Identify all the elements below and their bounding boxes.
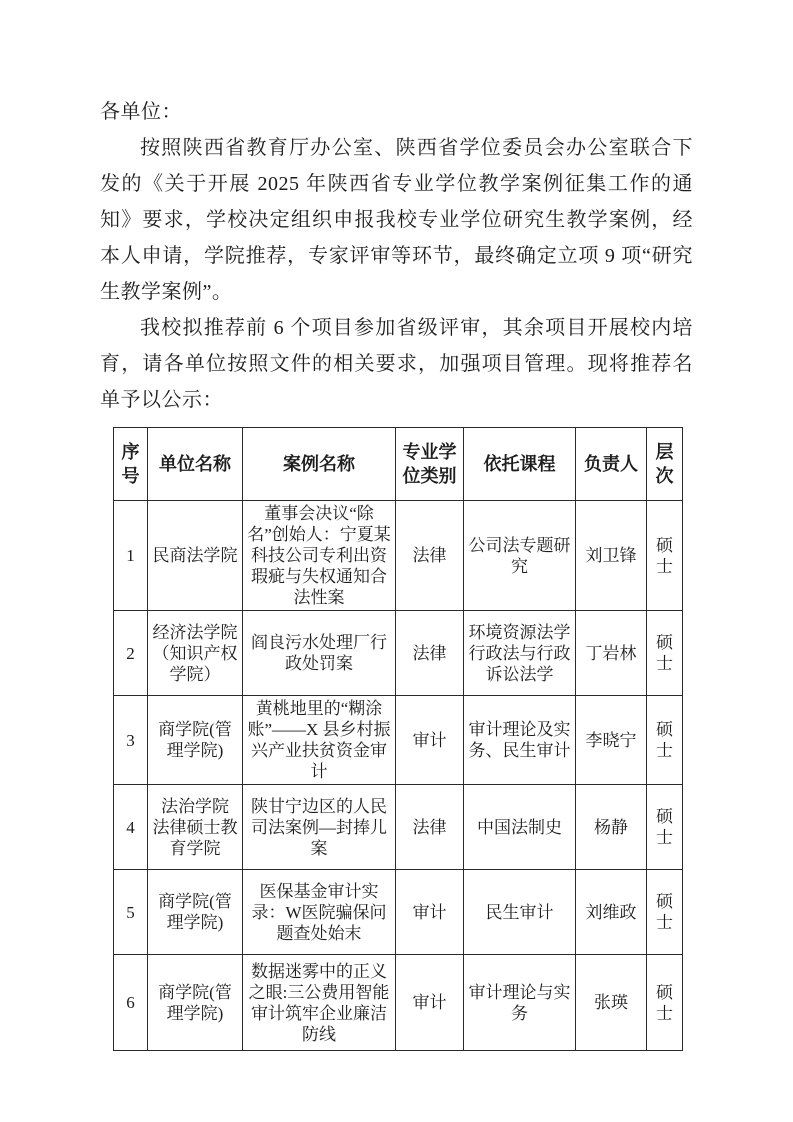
table-row bbox=[114, 501, 683, 611]
cell-case-name: 黄桃地里的“糊涂账”——X 县乡村振兴产业扶贫资金审计 bbox=[243, 696, 396, 785]
cell-leader: 刘卫锋 bbox=[576, 501, 647, 611]
cell-leader: 李晓宁 bbox=[576, 696, 647, 785]
cell-degree-category: 审计 bbox=[396, 955, 464, 1051]
cell-index: 4 bbox=[114, 785, 148, 870]
salutation: 各单位： bbox=[100, 101, 182, 123]
document-content bbox=[100, 94, 693, 1051]
cell-index: 5 bbox=[114, 870, 148, 955]
cell-index: 6 bbox=[114, 955, 148, 1051]
cell-course: 中国法制史 bbox=[464, 785, 576, 870]
cell-unit-name: 法治学院 法律硕士教育学院 bbox=[148, 785, 243, 870]
cell-course: 审计理论与实务 bbox=[464, 955, 576, 1051]
cell-course: 环境资源法学行政法与行政诉讼法学 bbox=[464, 611, 576, 696]
cell-case-name: 数据迷雾中的正义之眼:三公费用智能审计筑牢企业廉洁防线 bbox=[243, 955, 396, 1051]
cell-case-name: 陕甘宁边区的人民司法案例—封捧儿案 bbox=[243, 785, 396, 870]
cell-degree-category: 审计 bbox=[396, 696, 464, 785]
cell-leader: 刘维政 bbox=[576, 870, 647, 955]
table-row bbox=[114, 955, 683, 1051]
table-header-row bbox=[114, 428, 683, 501]
col-header-level: 层次 bbox=[647, 428, 683, 501]
table-row bbox=[114, 696, 683, 785]
cell-course: 民生审计 bbox=[464, 870, 576, 955]
paragraph-intro: 按照陕西省教育厅办公室、陕西省学位委员会办公室联合下发的《关于开展 2025 年陕西省专业学位教学案例征集工作的通知》要求，学校决定组织申报我校专业学位研究生教学案例，经本人申请，学院推荐，专家评审等环节，最终确定立项 9 项“研究生教学案例”。 bbox=[100, 137, 693, 303]
cell-level: 硕士 bbox=[647, 785, 683, 870]
cell-level: 硕士 bbox=[647, 870, 683, 955]
table-row bbox=[114, 870, 683, 955]
col-header-unit-name: 单位名称 bbox=[148, 428, 243, 501]
cell-unit-name: 商学院(管理学院) bbox=[148, 696, 243, 785]
cell-course: 公司法专题研究 bbox=[464, 501, 576, 611]
cell-level: 硕士 bbox=[647, 501, 683, 611]
cell-leader: 丁岩林 bbox=[576, 611, 647, 696]
col-header-degree-category: 专业学位类别 bbox=[396, 428, 464, 501]
cell-level: 硕士 bbox=[647, 696, 683, 785]
cell-case-name: 董事会决议“除名”创始人：宁夏某科技公司专利出资瑕疵与失权通知合法性案 bbox=[243, 501, 396, 611]
cell-degree-category: 法律 bbox=[396, 785, 464, 870]
cell-unit-name: 商学院(管理学院) bbox=[148, 955, 243, 1051]
cell-degree-category: 审计 bbox=[396, 870, 464, 955]
cell-course: 审计理论及实务、民生审计 bbox=[464, 696, 576, 785]
cell-leader: 杨静 bbox=[576, 785, 647, 870]
col-header-case-name: 案例名称 bbox=[243, 428, 396, 501]
cell-case-name: 阎良污水处理厂行政处罚案 bbox=[243, 611, 396, 696]
paragraph-announcement: 我校拟推荐前 6 个项目参加省级评审，其余项目开展校内培育，请各单位按照文件的相关要求，加强项目管理。现将推荐名单予以公示： bbox=[100, 317, 693, 411]
cell-level: 硕士 bbox=[647, 955, 683, 1051]
cell-unit-name: 民商法学院 bbox=[148, 501, 243, 611]
table-row bbox=[114, 785, 683, 870]
cell-level: 硕士 bbox=[647, 611, 683, 696]
cell-degree-category: 法律 bbox=[396, 501, 464, 611]
col-header-index: 序号 bbox=[114, 428, 148, 501]
col-header-course: 依托课程 bbox=[464, 428, 576, 501]
recommendation-table bbox=[113, 427, 683, 1051]
cell-degree-category: 法律 bbox=[396, 611, 464, 696]
cell-leader: 张瑛 bbox=[576, 955, 647, 1051]
table-row bbox=[114, 611, 683, 696]
cell-unit-name: 经济法学院（知识产权学院） bbox=[148, 611, 243, 696]
cell-index: 2 bbox=[114, 611, 148, 696]
col-header-leader: 负责人 bbox=[576, 428, 647, 501]
cell-unit-name: 商学院(管理学院) bbox=[148, 870, 243, 955]
cell-index: 1 bbox=[114, 501, 148, 611]
cell-case-name: 医保基金审计实录：W医院骗保问题查处始末 bbox=[243, 870, 396, 955]
cell-index: 3 bbox=[114, 696, 148, 785]
